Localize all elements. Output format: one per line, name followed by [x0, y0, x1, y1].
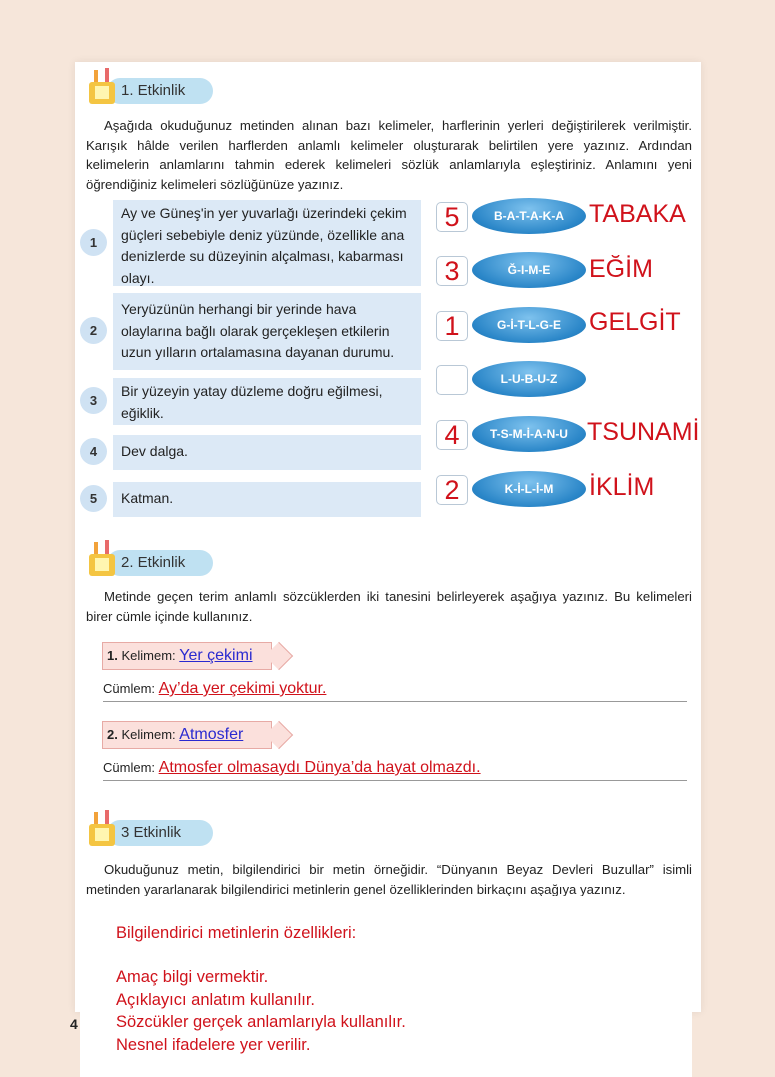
- answer-list: [116, 966, 406, 1056]
- scrambled-word: Ğ-I-M-E: [472, 252, 586, 288]
- word-answer: Atmosfer: [179, 726, 244, 743]
- item-number: 1.: [107, 648, 118, 663]
- pencil-cup-icon: [87, 810, 117, 848]
- word-label: Kelimem:: [121, 727, 176, 742]
- answer-item: Nesnel ifadelere yer verilir.: [116, 1035, 311, 1054]
- answer-box[interactable]: [436, 365, 468, 395]
- item-number: 2.: [107, 727, 118, 742]
- answer-item: Sözcükler gerçek anlamlarıyla kullanılır.: [116, 1013, 406, 1031]
- answer-box[interactable]: 2: [436, 475, 468, 505]
- word-answer: EĞİM: [589, 255, 653, 283]
- activity1-heading: [85, 68, 215, 108]
- answer-box[interactable]: 1: [436, 311, 468, 341]
- heading-label: 2. Etkinlik: [121, 554, 186, 571]
- word-answer: İKLİM: [589, 473, 655, 501]
- scrambled-word: K-İ-L-İ-M: [472, 471, 586, 507]
- sentence-field-1[interactable]: [103, 680, 687, 702]
- heading-label: 1. Etkinlik: [121, 82, 186, 99]
- sentence-field-2[interactable]: [103, 759, 687, 781]
- definition-number: 2: [80, 317, 107, 344]
- pencil-cup-icon: [87, 540, 117, 578]
- definition-box: Bir yüzeyin yatay düzleme doğru eğilmesi, eğiklik.: [113, 378, 421, 425]
- answer-box[interactable]: 5: [436, 202, 468, 232]
- answer-item: Amaç bilgi vermektir.: [116, 968, 269, 986]
- page-number: 4: [70, 1016, 78, 1032]
- word-answer: GELGİT: [589, 308, 681, 336]
- definition-number: 4: [80, 438, 107, 465]
- activity2-instructions: Metinde geçen terim anlamlı sözcüklerden iki tanesini belirleyerek aşağıya yazınız. Bu kelimeleri birer cümle içinde kullanınız.: [86, 589, 692, 624]
- scrambled-word: B-A-T-A-K-A: [472, 198, 586, 234]
- sentence-answer: Atmosfer olmasaydı Dünya’da hayat olmazdı.: [158, 759, 481, 776]
- word-field-2[interactable]: [102, 721, 272, 749]
- answer-box[interactable]: 3: [436, 256, 468, 286]
- scrambled-word: L-U-B-U-Z: [472, 361, 586, 397]
- definition-number: 5: [80, 485, 107, 512]
- definition-number: 1: [80, 229, 107, 256]
- word-field-1[interactable]: [102, 642, 272, 670]
- answer-item: Açıklayıcı anlatım kullanılır.: [116, 990, 315, 1009]
- definition-box: Yeryüzünün herhangi bir yerinde hava olaylarına bağlı olarak gerçekleşen etkilerin uzun yılların ortalamasına dayanan durumu.: [113, 293, 421, 370]
- pencil-cup-icon: [87, 68, 117, 106]
- definition-box: Katman.: [113, 482, 421, 517]
- word-label: Kelimem:: [121, 648, 176, 663]
- definition-number: 3: [80, 387, 107, 414]
- word-answer: Yer çekimi: [179, 647, 253, 664]
- word-answer: TSUNAMİ: [587, 418, 700, 446]
- answer-box[interactable]: 4: [436, 420, 468, 450]
- activity3-heading: [85, 810, 215, 850]
- activity3-instructions: Okuduğunuz metin, bilgilendirici bir metin örneğidir. “Dünyanın Beyaz Devleri Buzullar” isimli metinden yararlanarak bilgilendirici metinlerin genel özelliklerinden birkaçını aşağıya yazınız.: [86, 862, 692, 897]
- word-answer: TABAKA: [589, 200, 686, 228]
- sentence-label: Cümlem:: [103, 681, 156, 696]
- activity2-heading: [85, 540, 215, 580]
- scrambled-word: G-İ-T-L-G-E: [472, 307, 586, 343]
- scrambled-word: T-S-M-İ-A-N-U: [472, 416, 586, 452]
- sentence-answer: Ay’da yer çekimi yoktur.: [158, 680, 327, 697]
- answers-heading: Bilgilendirici metinlerin özellikleri:: [116, 924, 357, 942]
- definition-box: Dev dalga.: [113, 435, 421, 470]
- heading-label: 3 Etkinlik: [121, 824, 182, 841]
- definition-box: Ay ve Güneş'in yer yuvarlağı üzerindeki çekim güçleri sebebiyle deniz yüzünde, özellikle ana denizlerde su düzeyinin alçalması, kabarması olayı.: [113, 200, 421, 286]
- activity1-instructions: Aşağıda okuduğunuz metinden alınan bazı kelimeler, harflerinin yerleri değiştirilerek verilmiştir. Karışık hâlde verilen harflerden anlamlı kelimeler oluşturarak belirtilen yere yazınız. Ardından kelimelerin anlamlarını tahmin ederek kelimeleri sözlük anlamlarıyla eşleştiriniz. Anlamını yeni öğrendiğiniz kelimeleri sözlüğünüze yazınız.: [86, 118, 692, 192]
- sentence-label: Cümlem:: [103, 760, 156, 775]
